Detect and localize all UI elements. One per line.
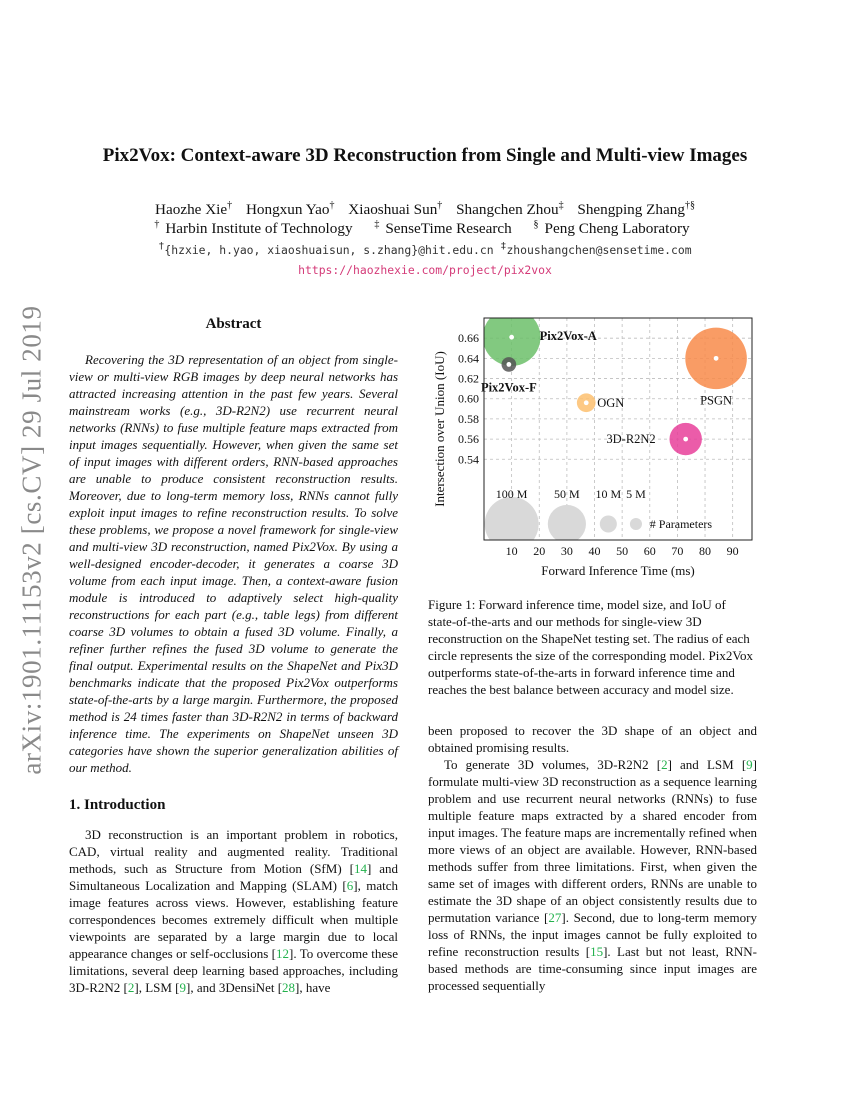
size-legend-bubble <box>548 505 586 543</box>
x-tick-label: 10 <box>505 544 518 558</box>
citation-link[interactable]: 9 <box>746 757 753 772</box>
figure-1-bubble-chart <box>428 308 768 586</box>
citation-link[interactable]: 9 <box>179 980 186 995</box>
affiliations <box>0 219 850 238</box>
x-tick-label: 60 <box>643 544 656 558</box>
citation-link[interactable]: 15 <box>590 944 604 959</box>
x-tick-label: 90 <box>726 544 739 558</box>
author-emails: †{hzxie, h.yao, xiaoshuaisun, s.zhang}@hit.edu.cn ‡zhoushangchen@sensetime.com <box>158 241 692 257</box>
size-legend-label: 100 M <box>495 487 528 501</box>
x-tick-label: 80 <box>699 544 712 558</box>
x-tick-label: 20 <box>533 544 546 558</box>
x-axis-label: Forward Inference Time (ms) <box>541 563 695 578</box>
y-tick-label: 0.64 <box>458 351 479 366</box>
x-tick-label: 50 <box>616 544 629 558</box>
y-tick-label: 0.66 <box>458 331 479 346</box>
arxiv-identifier: arXiv:1901.11153v2 [cs.CV] 29 Jul 2019 <box>16 305 47 775</box>
y-tick-label: 0.56 <box>458 432 479 447</box>
citation-link[interactable]: 12 <box>276 946 289 961</box>
size-legend-label: 50 M <box>554 487 580 501</box>
size-legend-bubble <box>485 497 539 551</box>
y-tick-label: 0.60 <box>458 391 479 406</box>
data-point-label: Pix2Vox-F <box>480 380 537 395</box>
introduction-heading: 1. Introduction <box>69 797 166 813</box>
author: Shangchen Zhou‡ <box>456 200 564 219</box>
size-legend-bubble <box>600 515 617 532</box>
affiliation: ‡ SenseTime Research <box>374 219 512 238</box>
citation-link[interactable]: 27 <box>548 910 562 925</box>
author: Xiaoshuai Sun† <box>348 200 443 219</box>
right-column-text <box>428 722 757 994</box>
data-point-marker <box>584 400 589 405</box>
x-tick-label: 40 <box>588 544 601 558</box>
data-point-marker <box>506 362 511 367</box>
citation-link[interactable]: 28 <box>282 980 296 995</box>
size-legend-bubble <box>630 518 642 530</box>
size-legend-label: 5 M <box>626 487 646 501</box>
data-point-marker <box>683 437 688 442</box>
size-legend-label: 10 M <box>595 487 622 501</box>
data-point-marker <box>509 335 514 340</box>
x-tick-label: 30 <box>560 544 573 558</box>
paper-title: Pix2Vox: Context-aware 3D Reconstruction from Single and Multi-view Images <box>102 145 748 166</box>
citation-link[interactable]: 2 <box>127 980 135 995</box>
citation-link[interactable]: 2 <box>661 757 668 772</box>
author: Shengping Zhang†§ <box>577 200 695 219</box>
data-point-label: Pix2Vox-A <box>539 329 597 344</box>
size-legend-title: # Parameters <box>649 517 713 531</box>
project-url-link[interactable]: https://haozhexie.com/project/pix2vox <box>298 263 552 277</box>
data-point-label: OGN <box>597 395 625 410</box>
y-tick-label: 0.54 <box>458 452 479 467</box>
figure-caption: Figure 1: Forward inference time, model size, and IoU of state-of-the-arts and our methods for single-view 3D reconstruction on the ShapeNet testing set. The radius of each circle represents the size of the corresponding model. Pix2Vox outperforms state-of-the-arts in forward inference time and reaches the best balance between accuracy and model size. <box>428 597 754 697</box>
abstract-heading: Abstract <box>205 316 262 332</box>
paragraph: been proposed to recover the 3D shape of an object and obtained promising results. <box>428 723 757 755</box>
abstract-text: Recovering the 3D representation of an object from single-view or multi-view RGB images by deep neural networks has attracted increasing attention in the past few years. Several mainstream works (e.g., 3D-R2N2) use recurrent neural networks (RNNs) to fuse multiple feature maps extracted from input images sequentially. However, when given the same set of input images with different orders, RNN-based approaches are unable to produce consistent reconstruction results. Moreover, due to long-term memory loss, RNNs cannot fully exploit input images to refine reconstruction results. To solve these problems, we propose a novel framework for single-view and multi-view 3D reconstruction, named Pix2Vox. By using a well-designed encoder-decoder, it generates a coarse 3D volume from each input image. Then, a context-aware fusion module is introduced to adaptively select high-quality reconstructions for each part (e.g., table legs) from different coarse 3D volumes to obtain a fused 3D volume. Finally, a refiner further refines the fused 3D volume to generate the final output. Experimental results on the ShapeNet and Pix3D benchmarks indicate that the proposed Pix2Vox outperforms state-of-the-arts by a large margin. Furthermore, the proposed method is 24 times faster than 3D-R2N2 in terms of backward inference time. The experiments on ShapeNet unseen 3D categories have shown the superior generalization abilities of our method. <box>69 352 398 775</box>
author-list <box>0 200 850 219</box>
data-point-label: PSGN <box>700 393 733 408</box>
y-tick-label: 0.58 <box>458 411 479 426</box>
citation-link[interactable]: 6 <box>346 878 354 893</box>
data-point-marker <box>714 356 719 361</box>
citation-link[interactable]: 14 <box>353 861 367 876</box>
author: Haozhe Xie† <box>155 200 233 219</box>
author: Hongxun Yao† <box>245 200 335 219</box>
affiliation: † Harbin Institute of Technology <box>154 219 353 238</box>
paragraph: To generate 3D volumes, 3D-R2N2 [2] and LSM [9] formulate multi-view 3D reconstruction as a sequence learning problem and use recurrent neural networks (RNNs) to fuse multiple feature maps extracted by a shared encoder from input images. The feature maps are incrementally refined when more views of an object are available. However, RNN-based methods suffer from three limitations. First, when given the same set of images with different orders, RNNs are unable to estimate the 3D shape of an object consistently results due to permutation variance [27]. Second, due to long-term memory loss of RNNs, the input images cannot be fully exploited to refine reconstruction results [15]. Last but not least, RNN-based methods are time-consuming since input images are processed sequentially <box>428 757 757 993</box>
x-tick-label: 70 <box>671 544 684 558</box>
data-point-label: 3D-R2N2 <box>606 432 656 447</box>
introduction-paragraph: 3D reconstruction is an important problem in robotics, CAD, virtual reality and augmented reality. Traditional methods, such as Structure from Motion (SfM) [14] and Simultaneous Localization and Mapping (SLAM) [6], match image features across views. However, establishing feature correspondences becomes extremely difficult when multiple viewpoints are separated by a large margin due to local appearance changes or self-occlusions [12]. To overcome these limitations, several deep learning based approaches, including 3D-R2N2 [2], LSM [9], and 3DensiNet [28], have <box>69 827 399 995</box>
y-tick-label: 0.62 <box>458 371 479 386</box>
y-axis-label: Intersection over Union (IoU) <box>432 351 447 507</box>
affiliation: § Peng Cheng Laboratory <box>533 219 690 238</box>
